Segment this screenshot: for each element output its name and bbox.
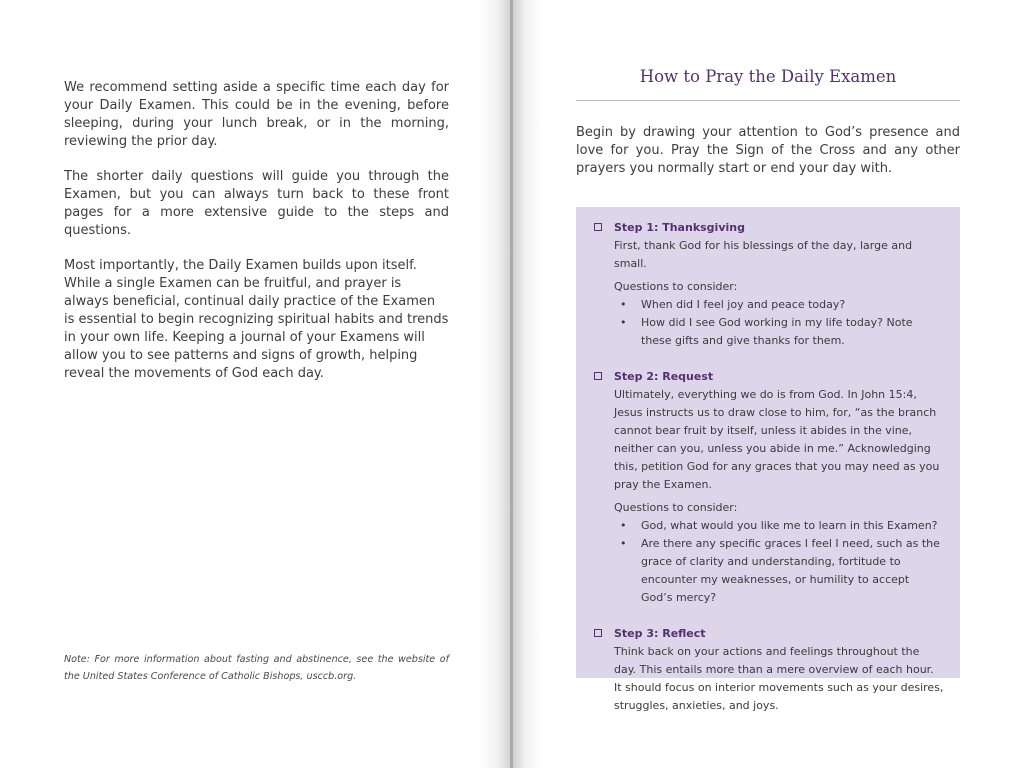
question-item [614, 517, 944, 535]
right-page [512, 0, 1024, 768]
question-text: God, what would you like me to learn in this Examen? [641, 519, 938, 532]
step-3-text: Think back on your actions and feelings throughout the day. This entails more than a mere overview of each hour. It should focus on interior movements such as your desires, struggles, anxieties, and joys. [614, 645, 944, 712]
question-item [614, 535, 944, 607]
step-1-questions [614, 296, 944, 350]
step-1-title: Step 1: Thanksgiving [614, 221, 745, 234]
left-page-body [64, 79, 449, 400]
question-item [614, 296, 944, 314]
left-paragraph-2: The shorter daily questions will guide you through the Examen, but you can always turn back to these front pages for a more extensive guide to the steps and questions. [64, 169, 449, 238]
question-item [614, 314, 944, 350]
checkbox-icon[interactable] [594, 372, 602, 380]
bullet-icon: • [620, 537, 627, 550]
left-paragraph-1: We recommend setting aside a specific time each day for your Daily Examen. This could be in the evening, before sleeping, during your lunch break, or in the morning, reviewing the prior day. [64, 80, 449, 149]
step-2 [592, 368, 944, 607]
bullet-icon: • [620, 316, 627, 329]
step-1-questions-label: Questions to consider: [614, 280, 738, 293]
book-spine [510, 0, 513, 768]
step-2-title: Step 2: Request [614, 370, 714, 383]
question-text: How did I see God working in my life today? Note these gifts and give thanks for them. [641, 316, 913, 347]
step-1 [592, 219, 944, 350]
title-divider [576, 100, 960, 101]
left-paragraph-3: Most importantly, the Daily Examen builds upon itself. While a single Examen can be fruitful, and prayer is always beneficial, continual daily practice of the Examen is essential to begin recognizing spiritual habits and trends in your own life. Keeping a journal of your Examens will allow you to see patterns and signs of growth, helping reveal the movements of God each day. [64, 258, 449, 381]
step-2-text: Ultimately, everything we do is from God. In John 15:4, Jesus instructs us to draw close to him, for, “as the branch cannot bear fruit by itself, unless it abides in the vine, neither can you, unless you abide in me.” Acknowledging this, petition God for any graces that you may need as you pray the Examen. [614, 388, 940, 491]
question-text: When did I feel joy and peace today? [641, 298, 846, 311]
step-2-questions-label: Questions to consider: [614, 501, 738, 514]
page-title: How to Pray the Daily Examen [639, 67, 897, 86]
bullet-icon: • [620, 519, 627, 532]
footnote: Note: For more information about fasting and abstinence, see the website of the United States Conference of Catholic Bishops, usccb.org. [64, 654, 449, 682]
steps-panel [576, 207, 960, 712]
step-3 [592, 625, 944, 715]
intro-text [576, 124, 960, 178]
question-text: Are there any specific graces I feel I need, such as the grace of clarity and understanding, fortitude to encounter my weaknesses, or humility to accept God’s mercy? [641, 537, 940, 604]
step-2-questions [614, 517, 944, 607]
checkbox-icon[interactable] [594, 223, 602, 231]
checkbox-icon[interactable] [594, 629, 602, 637]
bullet-icon: • [620, 298, 627, 311]
step-1-text: First, thank God for his blessings of the day, large and small. [614, 239, 913, 270]
right-gutter-shadow [512, 0, 542, 768]
left-gutter-shadow [478, 0, 512, 768]
intro-paragraph: Begin by drawing your attention to God’s presence and love for you. Pray the Sign of the Cross and any other prayers you normally start or end your day with. [576, 125, 960, 176]
step-3-title: Step 3: Reflect [614, 627, 706, 640]
